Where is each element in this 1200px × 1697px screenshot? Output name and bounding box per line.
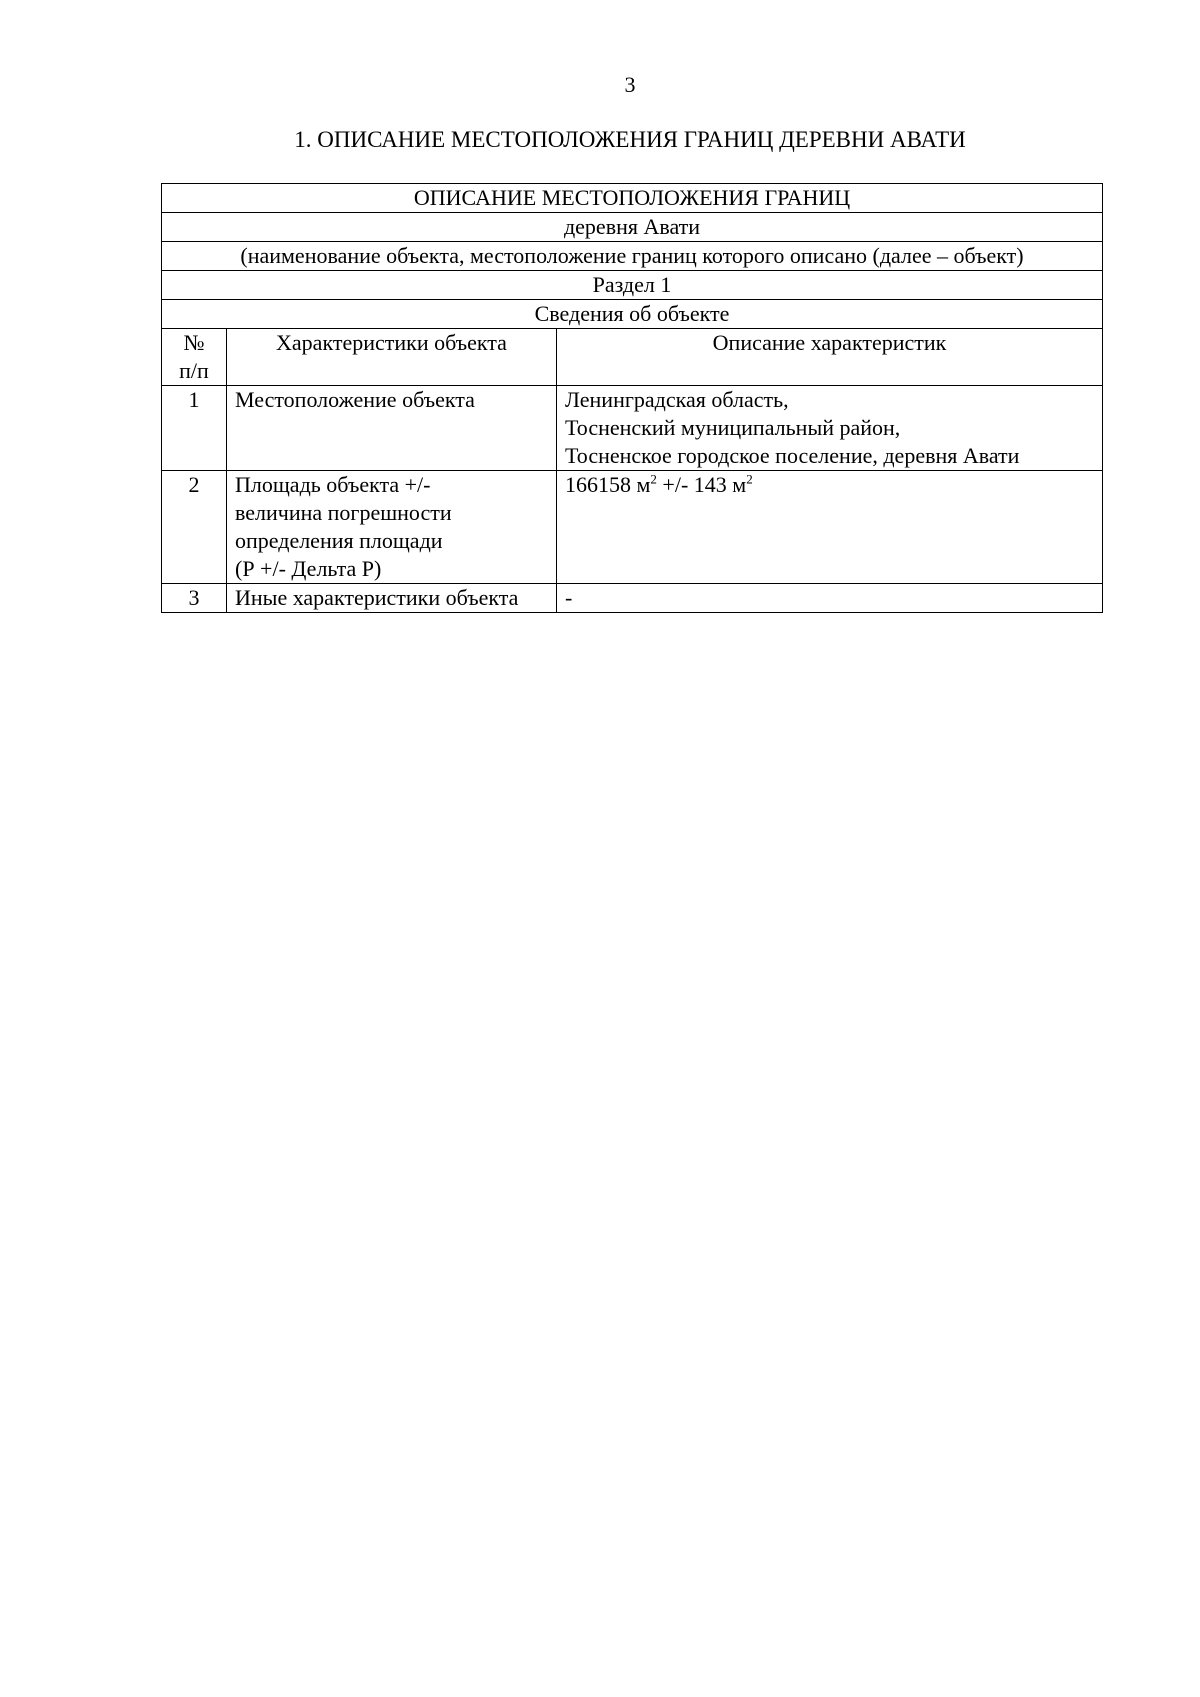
area-label-line3: определения площади [235, 528, 443, 553]
row-description: - [557, 584, 1103, 613]
section-title-row [162, 300, 1103, 329]
row-description [557, 386, 1103, 471]
column-header-description: Описание характеристик [557, 329, 1103, 386]
table-title-row [162, 184, 1103, 213]
row-description [557, 471, 1103, 584]
boundary-description-table [161, 183, 1103, 613]
page-number: 3 [624, 72, 636, 97]
area-label-line2: величина погрешности [235, 500, 452, 525]
section-title: Сведения об объекте [162, 300, 1103, 329]
location-line-settlement: Тосненское городское поселение, деревня Авати [565, 443, 1020, 468]
object-name: деревня Авати [162, 213, 1103, 242]
column-header-characteristics: Характеристики объекта [227, 329, 557, 386]
column-header-num-line1: № [183, 330, 205, 355]
document-heading: 1. ОПИСАНИЕ МЕСТОПОЛОЖЕНИЯ ГРАНИЦ ДЕРЕВНИ АВАТИ [294, 127, 966, 152]
area-label-line1: Площадь объекта +/- [235, 472, 431, 497]
object-caption-row [162, 242, 1103, 271]
table-row [162, 471, 1103, 584]
area-error-exponent: 2 [746, 471, 753, 487]
location-line-district: Тосненский муниципальный район, [565, 415, 901, 440]
row-number: 2 [162, 471, 227, 584]
object-caption: (наименование объекта, местоположение границ которого описано (далее – объект) [162, 242, 1103, 271]
row-characteristic: Местоположение объекта [227, 386, 557, 471]
row-number: 3 [162, 584, 227, 613]
area-error: +/- 143 м [656, 472, 747, 497]
location-line-region: Ленинградская область, [565, 387, 789, 412]
section-row [162, 271, 1103, 300]
row-characteristic: Иные характеристики объекта [227, 584, 557, 613]
area-label-line4: (Р +/- Дельта Р) [235, 556, 382, 581]
area-value-exponent: 2 [650, 471, 657, 487]
column-header-row [162, 329, 1103, 386]
section-label: Раздел 1 [162, 271, 1103, 300]
table-row [162, 386, 1103, 471]
area-value: 166158 м [565, 472, 651, 497]
table-title: ОПИСАНИЕ МЕСТОПОЛОЖЕНИЯ ГРАНИЦ [162, 184, 1103, 213]
column-header-num [162, 329, 227, 386]
column-header-num-line2: п/п [179, 358, 209, 383]
object-name-row [162, 213, 1103, 242]
table-row [162, 584, 1103, 613]
row-characteristic [227, 471, 557, 584]
row-number: 1 [162, 386, 227, 471]
